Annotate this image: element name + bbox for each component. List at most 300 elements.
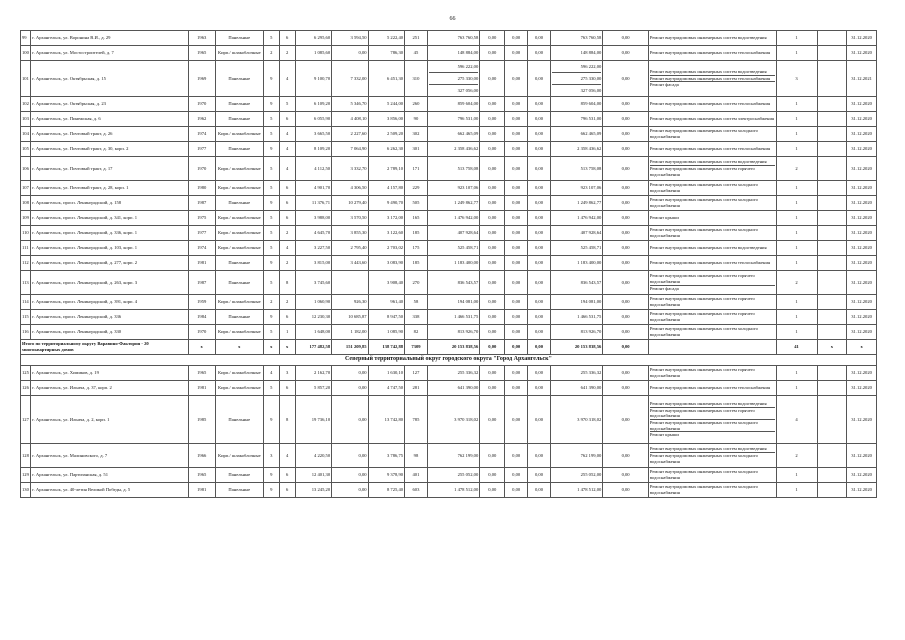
row-work-count: 1 [776, 468, 817, 483]
row-cost: 255 052,00 [427, 468, 479, 483]
total-x: x [847, 340, 877, 355]
row-cost-owners: 148 884,00 [550, 46, 602, 61]
row-year: 1981 [188, 381, 215, 396]
section-north-title: Северный территориальный округ городского округа "Город Архангельск" [21, 355, 877, 366]
row-zero: 0,00 [480, 483, 505, 498]
row-zero: 0,00 [480, 181, 505, 196]
row-area-residential: 13 742,80 [368, 396, 404, 444]
row-zero: 0,00 [528, 444, 551, 468]
row-material: Панельные [215, 310, 263, 325]
row-area-living: 926,30 [332, 295, 368, 310]
row-cost: 407 928,64 [427, 226, 479, 241]
row-entrances: 4 [279, 241, 295, 256]
row-area-living: 0,00 [332, 396, 368, 444]
row-address: г. Архангельск, ул. Почтовый тракт, д. 17 [31, 157, 188, 181]
row-blank [817, 483, 847, 498]
row-floors: 5 [263, 241, 279, 256]
row-zero: 0,00 [505, 211, 528, 226]
row-blank [817, 325, 847, 340]
row-zero: 0,00 [505, 31, 528, 46]
row-material: Кирп./ шлакоблочные [215, 295, 263, 310]
row-area-living: 4 306,50 [332, 181, 368, 196]
work-item: Ремонт внутридомовых инженерных систем холодного водоснабжения [650, 452, 775, 464]
row-year: 1970 [188, 157, 215, 181]
row-work-count: 1 [776, 127, 817, 142]
row-cost-owners: 513 758,08 [550, 157, 602, 181]
row-area-total: 6 055,90 [295, 112, 331, 127]
row-area-living: 3 443,60 [332, 256, 368, 271]
row-area-total: 9 100,70 [295, 61, 331, 97]
section-north-rows [21, 366, 877, 498]
row-zero: 0,00 [480, 31, 505, 46]
row-zero: 0,00 [603, 468, 649, 483]
total-x: x [215, 340, 263, 355]
row-zero: 0,00 [603, 381, 649, 396]
row-deadline: 31.12.2020 [847, 483, 877, 498]
row-area-living: 3 570,50 [332, 211, 368, 226]
table-row [21, 483, 877, 498]
row-works [648, 127, 776, 142]
row-area-total: 1 085,60 [295, 46, 331, 61]
row-number: 102 [21, 97, 31, 112]
row-cost: 148 884,00 [427, 46, 479, 61]
row-year: 1962 [188, 112, 215, 127]
row-area-total: 3 665,50 [295, 127, 331, 142]
work-item: Ремонт внутридомовых инженерных систем теплоснабжения [649, 260, 771, 266]
table-row [21, 396, 877, 444]
row-residents: 401 [405, 468, 428, 483]
row-area-living [332, 271, 368, 295]
work-item: Ремонт внутридомовых инженерных систем водоотведения [649, 159, 767, 165]
row-material: Панельные [215, 196, 263, 211]
row-area-living: 4 408,10 [332, 112, 368, 127]
row-works [648, 142, 776, 157]
row-works [648, 444, 776, 468]
table-row [21, 127, 877, 142]
total-x: x [263, 340, 279, 355]
row-floors: 9 [263, 256, 279, 271]
table-row [21, 256, 877, 271]
row-subcost: 596 222,00 [457, 64, 479, 69]
row-material: Панельные [215, 31, 263, 46]
row-address: г. Архангельск, просп. Ленинградский, д. 391, корп. 4 [31, 295, 188, 310]
row-area-residential: 8 947,50 [368, 310, 404, 325]
row-residents: 98 [405, 444, 428, 468]
row-works [648, 112, 776, 127]
row-floors: 2 [263, 295, 279, 310]
row-zero: 0,00 [505, 366, 528, 381]
row-number: 128 [21, 444, 31, 468]
row-zero: 0,00 [480, 97, 505, 112]
row-zero: 0,00 [480, 112, 505, 127]
row-year: 1981 [188, 483, 215, 498]
row-floors: 5 [263, 271, 279, 295]
work-item: Ремонт внутридомовых инженерных систем теплоснабжения [649, 385, 771, 391]
row-zero: 0,00 [603, 211, 649, 226]
row-subcost: 596 222,00 [580, 64, 602, 69]
row-zero: 0,00 [603, 325, 649, 340]
row-deadline: 31.12.2020 [847, 295, 877, 310]
row-address: г. Архангельск, просп. Ленинградский, д. 336 [31, 310, 188, 325]
row-area-total: 1 060,90 [295, 295, 331, 310]
row-cost: 525 458,71 [427, 241, 479, 256]
table-row [21, 142, 877, 157]
row-number: 105 [21, 142, 31, 157]
row-address: г. Архангельск, ул. Октябрьская, д. 23 [31, 97, 188, 112]
row-address: г. Архангельск, просп. Ленинградский, д. 103, корп. 1 [31, 241, 188, 256]
row-work-count: 1 [776, 97, 817, 112]
row-floors: 9 [263, 97, 279, 112]
row-zero: 0,00 [528, 127, 551, 142]
row-deadline: 31.12.2020 [847, 366, 877, 381]
row-cost: 3 970 318,02 [427, 396, 479, 444]
total-count: 41 [776, 340, 817, 355]
row-zero: 0,00 [603, 181, 649, 196]
row-blank [817, 366, 847, 381]
row-address: г. Архангельск, ул. 40-летия Великой Победы, д. 5 [31, 483, 188, 498]
row-blank [817, 468, 847, 483]
work-item: Ремонт внутридомовых инженерных систем горячего водоснабжения [650, 165, 775, 177]
row-floors: 5 [263, 127, 279, 142]
row-blank [817, 46, 847, 61]
row-cost-owners: 641 390,00 [550, 381, 602, 396]
row-zero: 0,00 [505, 46, 528, 61]
work-item: Ремонт внутридомовых инженерных систем горячего водоснабжения [649, 367, 755, 378]
row-zero: 0,00 [505, 483, 528, 498]
table-row [21, 468, 877, 483]
row-floors: 9 [263, 61, 279, 97]
row-work-count: 1 [776, 31, 817, 46]
row-floors: 9 [263, 483, 279, 498]
work-item: Ремонт внутридомовых инженерных систем теплоснабжения [650, 75, 775, 82]
row-cost: 513 758,08 [427, 157, 479, 181]
row-area-living: 3 855,30 [332, 226, 368, 241]
row-residents: 82 [405, 325, 428, 340]
table-row [21, 112, 877, 127]
row-zero: 0,00 [505, 295, 528, 310]
row-area-total: 13 245,20 [295, 483, 331, 498]
row-deadline: 31.12.2020 [847, 211, 877, 226]
row-material: Панельные [215, 97, 263, 112]
row-zero: 0,00 [505, 444, 528, 468]
row-blank [817, 31, 847, 46]
row-zero: 0,00 [505, 241, 528, 256]
row-residents: 302 [405, 127, 428, 142]
row-zero: 0,00 [603, 46, 649, 61]
row-entrances: 6 [279, 483, 295, 498]
row-material: Кирп./ шлакоблочные [215, 211, 263, 226]
table-row [21, 241, 877, 256]
row-address: г. Архангельск, ул. Почтовый тракт, д. 28, корп. 1 [31, 181, 188, 196]
row-deadline: 31.12.2021 [847, 61, 877, 97]
row-floors: 4 [263, 366, 279, 381]
work-item: Ремонт внутридомовых инженерных систем холодного водоснабжения [649, 182, 758, 193]
row-entrances: 2 [279, 226, 295, 241]
row-works [648, 310, 776, 325]
row-zero: 0,00 [603, 366, 649, 381]
row-entrances: 2 [279, 256, 295, 271]
table-row [21, 310, 877, 325]
row-residents: 505 [405, 196, 428, 211]
row-subcost: 275 330,00 [552, 72, 601, 84]
row-works [648, 271, 776, 295]
work-item: Ремонт внутридомовых инженерных систем электроснабжения [649, 116, 775, 122]
row-zero: 0,00 [480, 256, 505, 271]
row-floors: 9 [263, 310, 279, 325]
row-material: Кирп./ шлакоблочные [215, 226, 263, 241]
row-blank [817, 444, 847, 468]
row-works [648, 211, 776, 226]
row-year: 1987 [188, 271, 215, 295]
row-area-total: 3 815,00 [295, 256, 331, 271]
table-row [21, 157, 877, 181]
row-number: 113 [21, 271, 31, 295]
row-zero: 0,00 [603, 295, 649, 310]
row-zero: 0,00 [505, 142, 528, 157]
work-item: Ремонт внутридомовых инженерных систем холодного водоснабжения [649, 484, 758, 495]
row-year: 1981 [188, 256, 215, 271]
row-works [648, 241, 776, 256]
table-row [21, 97, 877, 112]
row-area-residential: 3 786,75 [368, 444, 404, 468]
row-area-living: 10 279,40 [332, 196, 368, 211]
row-material: Кирп./ шлакоблочные [215, 241, 263, 256]
row-works [648, 295, 776, 310]
row-subcost: 327 056,00 [429, 84, 478, 96]
row-number: 109 [21, 211, 31, 226]
row-residents: 270 [405, 271, 428, 295]
row-residents: 45 [405, 46, 428, 61]
row-zero: 0,00 [528, 226, 551, 241]
row-subcost: 275 330,00 [429, 72, 478, 84]
row-material: Панельные [215, 396, 263, 444]
row-zero: 0,00 [528, 483, 551, 498]
row-area-residential: 961,40 [368, 295, 404, 310]
row-number: 103 [21, 112, 31, 127]
row-area-living: 0,00 [332, 46, 368, 61]
total-cost: 20 153 838,56 [427, 340, 479, 355]
row-material: Кирп./ шлакоблочные [215, 381, 263, 396]
row-material: Панельные [215, 112, 263, 127]
row-works [648, 97, 776, 112]
row-works [648, 226, 776, 241]
row-zero: 0,00 [528, 61, 551, 97]
row-area-living: 3 594,50 [332, 31, 368, 46]
work-item: Ремонт крыши [650, 431, 775, 438]
row-work-count: 1 [776, 295, 817, 310]
row-cost: 1 466 531,75 [427, 310, 479, 325]
table-row [21, 366, 877, 381]
row-work-count: 4 [776, 396, 817, 444]
work-item: Ремонт внутридомовых инженерных систем холодного водоснабжения [649, 326, 758, 337]
row-deadline: 31.12.2020 [847, 46, 877, 61]
row-material: Панельные [215, 142, 263, 157]
work-item: Ремонт внутридомовых инженерных систем горячего водоснабжения [649, 311, 755, 322]
row-cost: 1 183 400,00 [427, 256, 479, 271]
row-year: 1984 [188, 310, 215, 325]
row-residents: 251 [405, 31, 428, 46]
row-material: Кирп./ шлакоблочные [215, 366, 263, 381]
row-entrances: 6 [279, 310, 295, 325]
row-address: г. Архангельск, просп. Ленинградский, д. 341, корп. 1 [31, 211, 188, 226]
row-zero: 0,00 [505, 271, 528, 295]
row-number: 104 [21, 127, 31, 142]
total-works [648, 340, 776, 355]
row-area-living: 1 182,00 [332, 325, 368, 340]
row-works [648, 31, 776, 46]
row-zero: 0,00 [480, 444, 505, 468]
work-item: Ремонт внутридомовых инженерных систем водоотведения [649, 245, 767, 251]
row-area-total: 5 857,20 [295, 381, 331, 396]
row-floors: 5 [263, 112, 279, 127]
row-zero: 0,00 [480, 271, 505, 295]
repair-register-table [20, 30, 877, 498]
row-deadline: 31.12.2020 [847, 444, 877, 468]
work-item: Ремонт фасада [650, 81, 775, 88]
row-zero: 0,00 [528, 310, 551, 325]
row-deadline: 31.12.2020 [847, 157, 877, 181]
row-cost-owners: 1 476 942,00 [550, 211, 602, 226]
row-zero: 0,00 [603, 31, 649, 46]
row-area-residential: 6 262,30 [368, 142, 404, 157]
row-zero: 0,00 [528, 396, 551, 444]
row-work-count: 1 [776, 366, 817, 381]
table-row [21, 61, 877, 97]
row-number: 101 [21, 61, 31, 97]
row-deadline: 31.12.2020 [847, 226, 877, 241]
row-cost-owners [550, 61, 602, 97]
row-cost: 836 543,57 [427, 271, 479, 295]
row-zero: 0,00 [480, 142, 505, 157]
row-number: 116 [21, 325, 31, 340]
row-zero: 0,00 [603, 112, 649, 127]
row-number: 115 [21, 310, 31, 325]
table-row [21, 271, 877, 295]
row-zero: 0,00 [528, 31, 551, 46]
work-item: Ремонт внутридомовых инженерных систем горячего водоснабжения [649, 296, 755, 307]
row-zero: 0,00 [505, 61, 528, 97]
row-zero: 0,00 [505, 226, 528, 241]
row-number: 126 [21, 381, 31, 396]
row-area-living: 7 332,00 [332, 61, 368, 97]
section-varavino-rows [21, 31, 877, 340]
row-work-count: 2 [776, 157, 817, 181]
row-material: Кирп./ шлакоблочные [215, 325, 263, 340]
row-cost-owners: 859 604,00 [550, 97, 602, 112]
row-entrances: 4 [279, 444, 295, 468]
row-zero: 0,00 [528, 181, 551, 196]
row-works [648, 46, 776, 61]
row-work-count: 2 [776, 271, 817, 295]
row-cost-owners: 255 336,32 [550, 366, 602, 381]
table-row [21, 444, 877, 468]
row-cost-owners: 836 543,57 [550, 271, 602, 295]
row-residents: 260 [405, 97, 428, 112]
table-row [21, 325, 877, 340]
row-zero: 0,00 [528, 211, 551, 226]
row-floors: 9 [263, 468, 279, 483]
row-residents: 229 [405, 181, 428, 196]
row-area-residential: 9 378,90 [368, 468, 404, 483]
row-zero: 0,00 [528, 196, 551, 211]
work-item: Ремонт внутридомовых инженерных систем горячего водоснабжения [649, 273, 755, 285]
row-residents: 185 [405, 226, 428, 241]
table-row [21, 295, 877, 310]
total-label: Итого по территориальному округу Варавино-Фактория - 20 многоквартирных домов [21, 340, 189, 355]
row-floors: 9 [263, 396, 279, 444]
total-zero: 0,00 [480, 340, 505, 355]
row-cost-owners: 194 081,00 [550, 295, 602, 310]
row-blank [817, 142, 847, 157]
row-number: 111 [21, 241, 31, 256]
row-number: 107 [21, 181, 31, 196]
row-cost: 923 107,06 [427, 181, 479, 196]
work-item: Ремонт крыши [649, 215, 679, 221]
row-zero: 0,00 [480, 211, 505, 226]
work-item: Ремонт внутридомовых инженерных систем холодного водоснабжения [649, 469, 758, 480]
table-row [21, 211, 877, 226]
row-zero: 0,00 [603, 483, 649, 498]
row-area-residential: 4 747,50 [368, 381, 404, 396]
row-number: 110 [21, 226, 31, 241]
row-work-count: 1 [776, 211, 817, 226]
row-number: 108 [21, 196, 31, 211]
row-deadline: 31.12.2020 [847, 142, 877, 157]
row-residents: 171 [405, 157, 428, 181]
row-works [648, 196, 776, 211]
row-entrances: 4 [279, 142, 295, 157]
row-cost: 2 358 436,62 [427, 142, 479, 157]
row-area-total: 3 988,00 [295, 211, 331, 226]
row-entrances: 4 [279, 61, 295, 97]
row-work-count: 1 [776, 181, 817, 196]
row-cost: 194 081,00 [427, 295, 479, 310]
row-cost-owners: 796 531,00 [550, 112, 602, 127]
row-material: Панельные [215, 61, 263, 97]
row-work-count: 1 [776, 256, 817, 271]
row-year: 1959 [188, 295, 215, 310]
row-floors: 5 [263, 31, 279, 46]
row-work-count: 1 [776, 381, 817, 396]
row-number: 127 [21, 396, 31, 444]
row-zero: 0,00 [528, 468, 551, 483]
row-deadline: 31.12.2020 [847, 196, 877, 211]
row-residents: 175 [405, 241, 428, 256]
total-area: 177 482,58 [295, 340, 331, 355]
row-number: 112 [21, 256, 31, 271]
row-zero: 0,00 [505, 468, 528, 483]
row-entrances: 2 [279, 295, 295, 310]
row-zero: 0,00 [528, 241, 551, 256]
row-deadline: 31.12.2020 [847, 271, 877, 295]
row-zero: 0,00 [505, 256, 528, 271]
row-work-count: 1 [776, 112, 817, 127]
row-deadline: 31.12.2020 [847, 396, 877, 444]
row-number: 130 [21, 483, 31, 498]
row-floors: 9 [263, 196, 279, 211]
row-entrances: 8 [279, 396, 295, 444]
row-works [648, 61, 776, 97]
work-item: Ремонт внутридомовых инженерных систем теплоснабжения [649, 101, 771, 107]
row-area-total: 3 745,60 [295, 271, 331, 295]
row-zero: 0,00 [505, 196, 528, 211]
row-area-residential: 9 490,70 [368, 196, 404, 211]
row-residents: 310 [405, 61, 428, 97]
row-deadline: 31.12.2020 [847, 97, 877, 112]
row-works [648, 325, 776, 340]
row-cost-owners: 662 465,09 [550, 127, 602, 142]
row-address: г. Архангельск, просп. Ленинградский, д. 158 [31, 196, 188, 211]
